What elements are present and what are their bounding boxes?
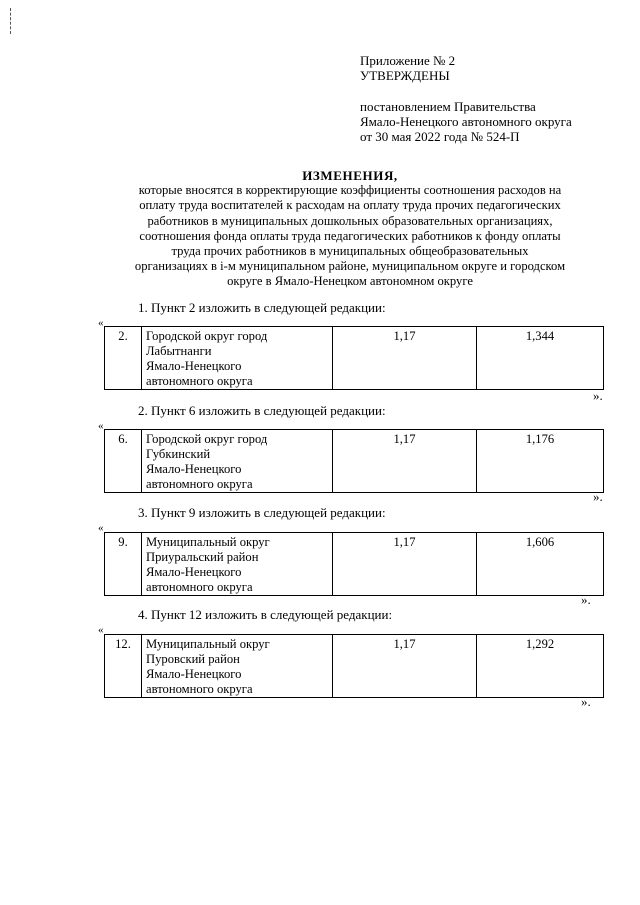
heading-line: оплату труда воспитателей к расходам на оплату труда прочих педагогических (139, 198, 561, 213)
table-row (105, 430, 604, 493)
row-number: 2. (105, 327, 142, 390)
municipality-name (142, 533, 333, 596)
name-line: Городской округ город (146, 432, 268, 446)
name-line: Губкинский (146, 447, 211, 461)
decree-line: постановлением Правительства (360, 99, 536, 114)
coefficient-2: 1,292 (477, 635, 604, 698)
open-quote: « (98, 522, 104, 534)
decree-date: от 30 мая 2022 года № 524-П (360, 129, 520, 144)
approved-label: УТВЕРЖДЕНЫ (360, 68, 450, 83)
amendment-table (104, 532, 604, 596)
municipality-name (142, 635, 333, 698)
amendment-table (104, 429, 604, 493)
name-line: Муниципальный округ (146, 637, 270, 651)
close-quote: ». (593, 489, 603, 504)
edge-mark (10, 8, 12, 34)
appendix-number: Приложение № 2 (360, 53, 456, 68)
close-quote: ». (593, 388, 603, 403)
name-line: автономного округа (146, 374, 253, 388)
name-line: Лабытнанги (146, 344, 212, 358)
open-quote: « (98, 420, 104, 432)
row-number: 6. (105, 430, 142, 493)
close-quote: ». (581, 592, 591, 607)
document-heading (90, 168, 610, 290)
name-line: Ямало-Ненецкого (146, 565, 242, 579)
municipality-name (142, 430, 333, 493)
name-line: Городской округ город (146, 329, 268, 343)
coefficient-1: 1,17 (333, 430, 477, 493)
heading-line: труда прочих работников в муниципальных общеобразовательных (171, 244, 529, 259)
coefficient-1: 1,17 (333, 327, 477, 390)
name-line: Ямало-Ненецкого (146, 462, 242, 476)
row-number: 9. (105, 533, 142, 596)
coefficient-2: 1,176 (477, 430, 604, 493)
table-row (105, 635, 604, 698)
section-label: 1. Пункт 2 изложить в следующей редакции: (138, 300, 386, 315)
heading-title: ИЗМЕНЕНИЯ, (302, 168, 398, 183)
coefficient-2: 1,344 (477, 327, 604, 390)
amendment-table (104, 634, 604, 698)
coefficient-1: 1,17 (333, 533, 477, 596)
section-label: 3. Пункт 9 изложить в следующей редакции: (138, 505, 386, 520)
amendment-table (104, 326, 604, 390)
name-line: автономного округа (146, 682, 253, 696)
name-line: автономного округа (146, 580, 253, 594)
name-line: Муниципальный округ (146, 535, 270, 549)
close-quote: ». (581, 694, 591, 709)
name-line: Ямало-Ненецкого (146, 359, 242, 373)
open-quote: « (98, 624, 104, 636)
municipality-name (142, 327, 333, 390)
table-row (105, 327, 604, 390)
heading-line: которые вносятся в корректирующие коэффициенты соотношения расходов на (138, 183, 562, 198)
heading-line: организациях в i-м муниципальном районе, муниципальном округе и городском (134, 259, 566, 274)
decree-line: Ямало-Ненецкого автономного округа (360, 114, 572, 129)
approval-block (360, 53, 572, 144)
section-label: 4. Пункт 12 изложить в следующей редакции: (138, 607, 393, 622)
name-line: Пуровский район (146, 652, 240, 666)
name-line: автономного округа (146, 477, 253, 491)
section-label: 2. Пункт 6 изложить в следующей редакции: (138, 403, 386, 418)
name-line: Ямало-Ненецкого (146, 667, 242, 681)
name-line: Приуральский район (146, 550, 259, 564)
coefficient-1: 1,17 (333, 635, 477, 698)
heading-line: соотношения фонда оплаты труда педагогических работников к фонду оплаты (139, 228, 561, 243)
open-quote: « (98, 317, 104, 329)
row-number: 12. (105, 635, 142, 698)
coefficient-2: 1,606 (477, 533, 604, 596)
table-row (105, 533, 604, 596)
heading-line: округе в Ямало-Ненецком автономном округе (227, 274, 473, 289)
heading-line: работников в муниципальных дошкольных образовательных организациях, (147, 213, 553, 228)
